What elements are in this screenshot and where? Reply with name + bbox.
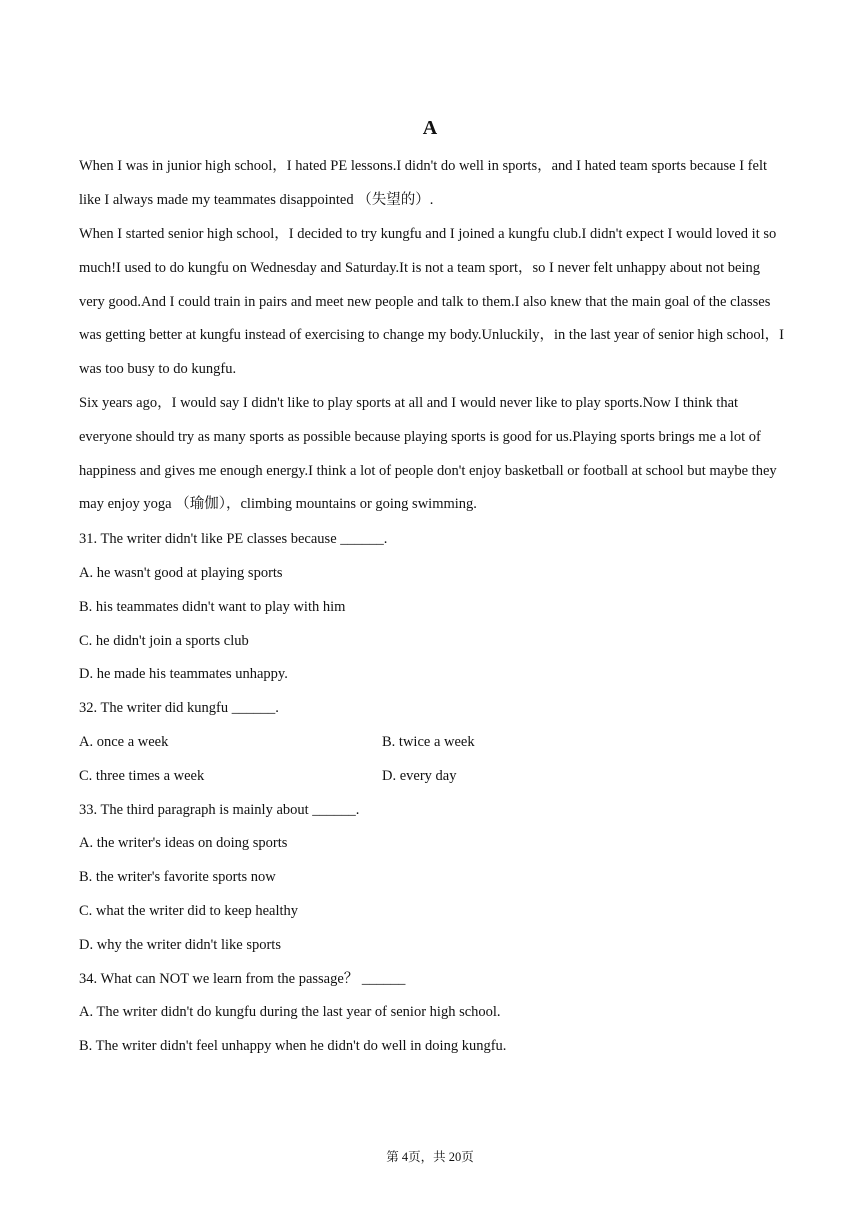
question-31-option-a: A. he wasn't good at playing sports	[79, 565, 283, 581]
question-32-option-a: A. once a week	[79, 734, 169, 750]
question-32-option-b: B. twice a week	[382, 734, 475, 750]
question-31-option-d: D. he made his teammates unhappy.	[79, 666, 288, 682]
question-31-stem: 31. The writer didn't like PE classes because ______.	[79, 531, 388, 547]
question-33-option-c: C. what the writer did to keep healthy	[79, 903, 299, 919]
question-31-option-b: B. his teammates didn't want to play with him	[79, 599, 346, 615]
question-34-option-a: A. The writer didn't do kungfu during the last year of senior high school.	[79, 1004, 501, 1020]
question-31-option-c: C. he didn't join a sports club	[79, 633, 249, 649]
question-33-option-b: B. the writer's favorite sports now	[79, 869, 276, 885]
question-33-option-a: A. the writer's ideas on doing sports	[79, 835, 288, 851]
section-title: A	[422, 117, 438, 139]
passage-paragraph-1: When I was in junior high school，I hated PE lessons.I didn't do well in sports，and I hated team sports because I felt like I always made my teammates disappointed （失望的）.	[79, 158, 767, 208]
question-32-option-c: C. three times a week	[79, 768, 205, 784]
passage-paragraph-3: Six years ago，I would say I didn't like to play sports at all and I would never like to play sports.Now I think that everyone should try as many sports as possible because playing sports is good for us.Playing sports brings me a lot of happiness and gives me enough energy.I think a lot of people don't enjoy basketball or football at school but maybe they may enjoy yoga （瑜伽），climbing mountains or going swimming.	[79, 395, 777, 513]
passage-paragraph-2: When I started senior high school，I decided to try kungfu and I joined a kungfu club.I didn't expect I would loved it so much!I used to do kungfu on Wednesday and Saturday.It is not a team sport，so I never felt unhappy about not being very good.And I could train in pairs and meet new people and talk to them.I also knew that the main goal of the classes was getting better at kungfu instead of exercising to change my body.Unluckily，in the last year of senior high school，I was too busy to do kungfu.	[79, 226, 784, 378]
question-33-stem: 33. The third paragraph is mainly about ______.	[79, 802, 360, 818]
question-34-option-b: B. The writer didn't feel unhappy when he didn't do well in doing kungfu.	[79, 1038, 507, 1054]
question-32-stem: 32. The writer did kungfu ______.	[79, 700, 279, 716]
question-33-option-d: D. why the writer didn't like sports	[79, 937, 281, 953]
question-34-stem: 34. What can NOT we learn from the passage？ ______	[79, 971, 406, 987]
question-32-option-d: D. every day	[382, 768, 457, 784]
page-number-footer: 第 4页，共 20页	[386, 1150, 474, 1164]
